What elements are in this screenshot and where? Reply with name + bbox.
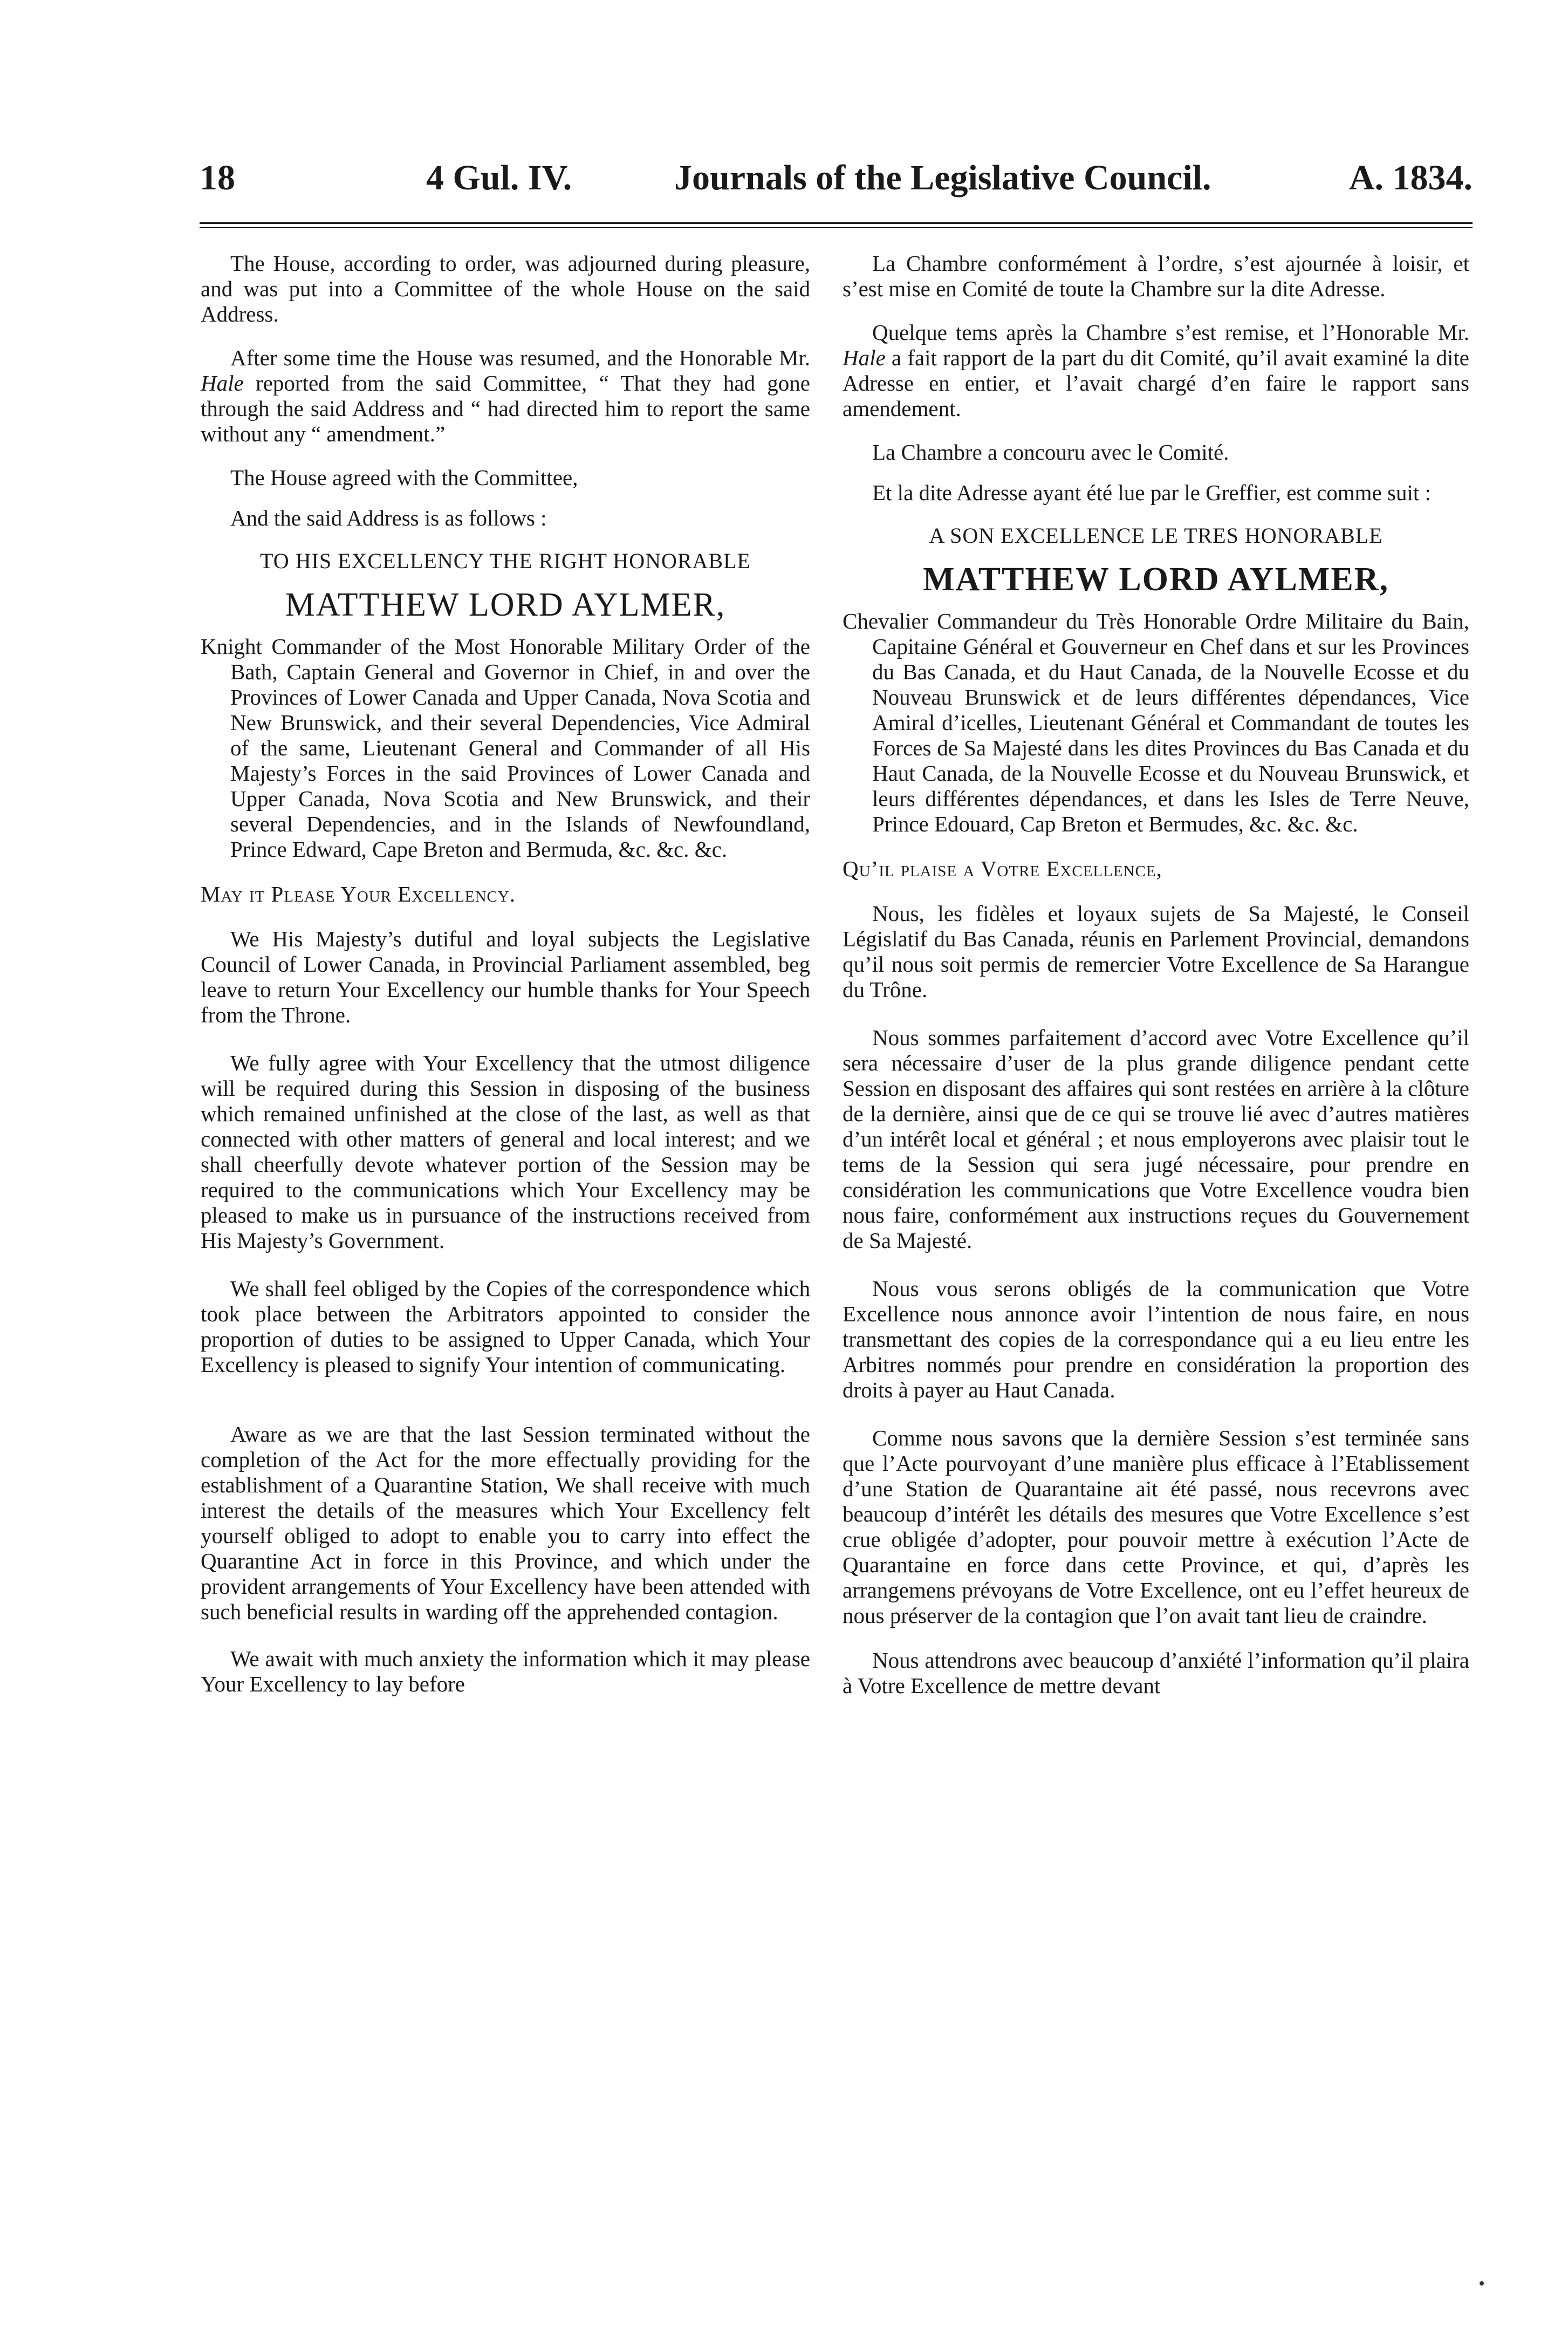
- agreement-paragraph: The House agreed with the Committee,: [230, 465, 578, 490]
- journal-title: Journals of the Legislative Council.: [674, 158, 1211, 197]
- header-rule-secondary: [200, 227, 1473, 228]
- opening-address: May it Please Your Excellency.: [201, 882, 516, 906]
- governor-name: MATTHEW LORD AYLMER,: [285, 586, 726, 623]
- regnal-year: 4 Gul. IV.: [426, 158, 572, 197]
- quarantine-paragraph-fr: Comme nous savons que la dernière Session s’est terminée sans que l’Acte pourvoyant d’une manière plus efficace à l’Etablissement d’une Station de Quarantaine ait été passé, nous recevrons avec beaucoup d’intérêt les détails des mesures que Votre Excellence s’est crue obligée d’adopter, pour pouvoir mettre à exécution l’Acte de Quarantaine en force dans cette Province, et qui, d’après les arrangemens prévoyans de Votre Excellence, ont eu l’effet heureux de nous préserver de la contagion que l’on avait tant lieu de craindre.: [843, 1425, 1469, 1628]
- report-text-start: After some time the House was resumed, and the Honorable Mr.: [230, 345, 810, 370]
- header-rule: [200, 222, 1473, 224]
- report-paragraph: [201, 345, 810, 447]
- diligence-paragraph-fr: Nous sommes parfaitement d’accord avec Votre Excellence qu’il sera nécessaire d’user de la plus grande diligence pendant cette Session en disposant des affaires qui sont restées en arrière à la clôture de la dernière, ainsi que de ce qui se trouve lié avec d’autres matières d’un intérêt local et général ; et nous employerons avec plaisir tout le tems de la Session qui sera jugé nécessaire, pour prendre en considération les communications que Votre Excellence voudra bien nous faire, conformément aux instructions reçues du Gouvernement de Sa Majesté.: [843, 1025, 1469, 1253]
- english-column: [201, 251, 810, 1697]
- salutation-fr: A SON EXCELLENCE LE TRES HONORABLE: [929, 523, 1383, 548]
- diligence-paragraph: We fully agree with Your Excellency that the utmost diligence will be required during this Session in disposing of the business which remained unfinished at the close of the last, as well as that connected with other matters of general and local interest; and we shall cheerfully devote whatever portion of the Session may be required to the communications which Your Excellency may be pleased to make us in pursuance of the instructions received from His Majesty’s Government.: [201, 1050, 810, 1253]
- committee-paragraph-fr: La Chambre conformément à l’ordre, s’est ajournée à loisir, et s’est mise en Comité de toute la Chambre sur la dite Adresse.: [843, 251, 1469, 301]
- agreement-paragraph-fr: La Chambre a concouru avec le Comité.: [872, 440, 1229, 465]
- governor-titles-fr: Chevalier Commandeur du Très Honorable Ordre Militaire du Bain, Capitaine Général et Gouverneur en Chef dans et sur les Provinces du Bas Canada, et du Haut Canada, de la Nouvelle Ecosse et du Nouveau Brunswick et de leurs différentes dépendances, Vice Amiral d’icelles, Lieutenant Général et Commandant de toutes les Forces de Sa Majesté dans les dites Provinces du Bas Canada et du Haut Canada, de la Nouvelle Ecosse et du Nouveau Brunswick, et leurs différentes dépendances, et dans les Isles de Terre Neuve, Prince Edouard, Cap Breton et Bermudes, &c. &c. &c.: [843, 609, 1469, 836]
- french-column: [843, 251, 1469, 1698]
- address-intro-fr: Et la dite Adresse ayant été lue par le Greffier, est comme suit :: [872, 480, 1431, 505]
- thanks-paragraph-fr: Nous, les fidèles et loyaux sujets de Sa Majesté, le Conseil Législatif du Bas Canada, réunis en Parlement Provincial, demandons qu’il nous soit permis de remercier Votre Excellence de Sa Harangue du Trône.: [843, 901, 1469, 1002]
- thanks-paragraph: We His Majesty’s dutiful and loyal subjects the Legislative Council of Lower Canada, in Provincial Parliament assembled, beg leave to return Your Excellency our humble thanks for Your Speech from the Throne.: [201, 926, 810, 1027]
- running-header: [200, 154, 1473, 202]
- ink-speck: [1480, 2281, 1484, 2286]
- correspondence-paragraph-fr: Nous vous serons obligés de la communication que Votre Excellence nous annonce avoir l’intention de nous faire, en nous transmettant des copies de la correspondance qui a eu lieu entre les Arbitres nommés pour prendre en considération la proportion des droits à payer au Haut Canada.: [843, 1276, 1469, 1402]
- report-paragraph-fr: [843, 320, 1469, 421]
- closing-paragraph: We await with much anxiety the information which it may please Your Excellency to lay before: [201, 1646, 810, 1696]
- closing-paragraph-fr: Nous attendrons avec beaucoup d’anxiété l’information qu’il plaira à Votre Excellence de mettre devant: [843, 1648, 1469, 1698]
- governor-name-fr: MATTHEW LORD AYLMER,: [923, 561, 1389, 598]
- correspondence-paragraph: We shall feel obliged by the Copies of the correspondence which took place between the Arbitrators appointed to consider the proportion of duties to be assigned to Upper Canada, which Your Excellency is pleased to signify Your intention of communicating.: [201, 1276, 810, 1377]
- address-intro: And the said Address is as follows :: [230, 506, 547, 530]
- report-text-start-fr: Quelque tems après la Chambre s’est remise, et l’Honorable Mr.: [872, 320, 1469, 345]
- member-name-fr: Hale: [843, 345, 886, 370]
- opening-address-fr: Qu’il plaise a Votre Excellence,: [843, 856, 1162, 881]
- committee-paragraph: The House, according to order, was adjourned during pleasure, and was put into a Committee of the whole House on the said Address.: [201, 251, 810, 326]
- governor-titles: Knight Commander of the Most Honorable Military Order of the Bath, Captain General and Governor in Chief, in and over the Provinces of Lower Canada and Upper Canada, Nova Scotia and New Brunswick, and their several Dependencies, Vice Admiral of the same, Lieutenant General and Commander of all His Majesty’s Forces in the said Provinces of Lower Canada and Upper Canada, Nova Scotia and New Brunswick, and their several Dependencies, and in the Islands of Newfoundland, Prince Edward, Cape Breton and Bermuda, &c. &c. &c.: [201, 634, 810, 862]
- calendar-year: A. 1834.: [1348, 158, 1473, 197]
- quarantine-paragraph: Aware as we are that the last Session terminated without the completion of the Act for the more effectually providing for the establishment of a Quarantine Station, We shall receive with much interest the details of the measures which Your Excellency felt yourself obliged to adopt to enable you to carry into effect the Quarantine Act in force in this Province, and which under the provident arrangements of Your Excellency have been attended with such beneficial results in warding off the apprehended contagion.: [201, 1422, 810, 1624]
- report-text-end: reported from the said Committee, “ That they had gone through the said Address and “ had directed him to report the same without any “ amendment.”: [201, 371, 811, 446]
- member-name: Hale: [201, 371, 244, 395]
- report-text-end-fr: a fait rapport de la part du dit Comité, qu’il avait examiné la dite Adresse en entier, et l’avait chargé d’en faire le rapport sans amendement.: [843, 345, 1469, 421]
- page-number: 18: [200, 158, 235, 197]
- salutation: TO HIS EXCELLENCY THE RIGHT HONORABLE: [260, 549, 751, 573]
